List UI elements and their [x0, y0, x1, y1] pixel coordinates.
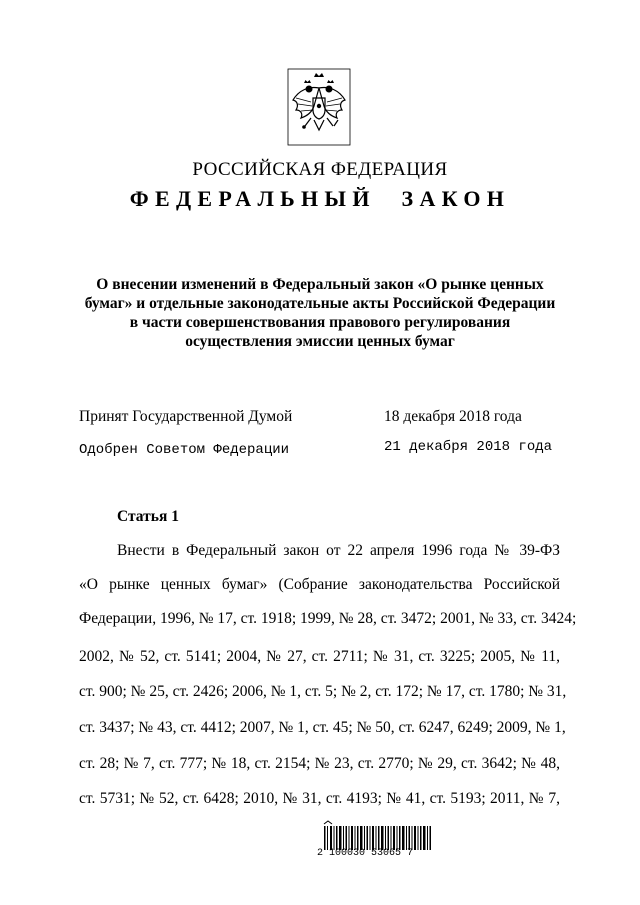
article-text-line: Федерации, 1996, № 17, ст. 1918; 1999, № 28, ст. 3472; 2001, № 33, ст. 3424;: [79, 610, 577, 627]
duma-adoption-date: 18 декабря 2018 года: [384, 408, 522, 425]
article-heading: Статья 1: [117, 508, 179, 525]
article-text-line: ст. 5731; № 52, ст. 6428; 2010, № 31, ст. 4193; № 41, ст. 5193; 2011, № 7,: [79, 790, 560, 807]
subject-line: бумаг» и отдельные законодательные акты Российской Федерации: [84, 295, 556, 312]
article-text-line: 2002, № 52, ст. 5141; 2004, № 27, ст. 2711; № 31, ст. 3225; 2005, № 11,: [79, 648, 560, 665]
council-approval-label: Одобрен Советом Федерации: [79, 442, 290, 458]
council-approval-date: 21 декабря 2018 года: [384, 439, 553, 455]
article-text-line: Внести в Федеральный закон от 22 апреля 1996 года № 39-ФЗ: [117, 542, 560, 559]
subject-line: осуществления эмиссии ценных бумаг: [185, 333, 455, 350]
barcode-number: 2 100030 53065 7: [317, 848, 414, 859]
country-name: РОССИЙСКАЯ ФЕДЕРАЦИЯ: [192, 159, 448, 180]
document-type-title: ФЕДЕРАЛЬНЫЙ ЗАКОН: [129, 186, 511, 211]
coat-of-arms-emblem: [287, 68, 351, 146]
subject-line: О внесении изменений в Федеральный закон «О рынке ценных: [96, 276, 544, 293]
law-subject-title: [60, 275, 580, 351]
article-text-line: ст. 900; № 25, ст. 2426; 2006, № 1, ст. 5; № 2, ст. 172; № 17, ст. 1780; № 31,: [79, 683, 567, 700]
subject-line: в части совершенствования правового регулирования: [129, 314, 511, 331]
article-text-line: ст. 28; № 7, ст. 777; № 18, ст. 2154; № 23, ст. 2770; № 29, ст. 3642; № 48,: [79, 755, 560, 772]
article-text-line: ст. 3437; № 43, ст. 4412; 2007, № 1, ст. 45; № 50, ст. 6247, 6249; 2009, № 1,: [79, 719, 566, 736]
double-headed-eagle-icon: [287, 68, 351, 146]
article-text-line: «О рынке ценных бумаг» (Собрание законодательства Российской: [79, 576, 560, 593]
duma-adoption-label: Принят Государственной Думой: [79, 408, 293, 425]
